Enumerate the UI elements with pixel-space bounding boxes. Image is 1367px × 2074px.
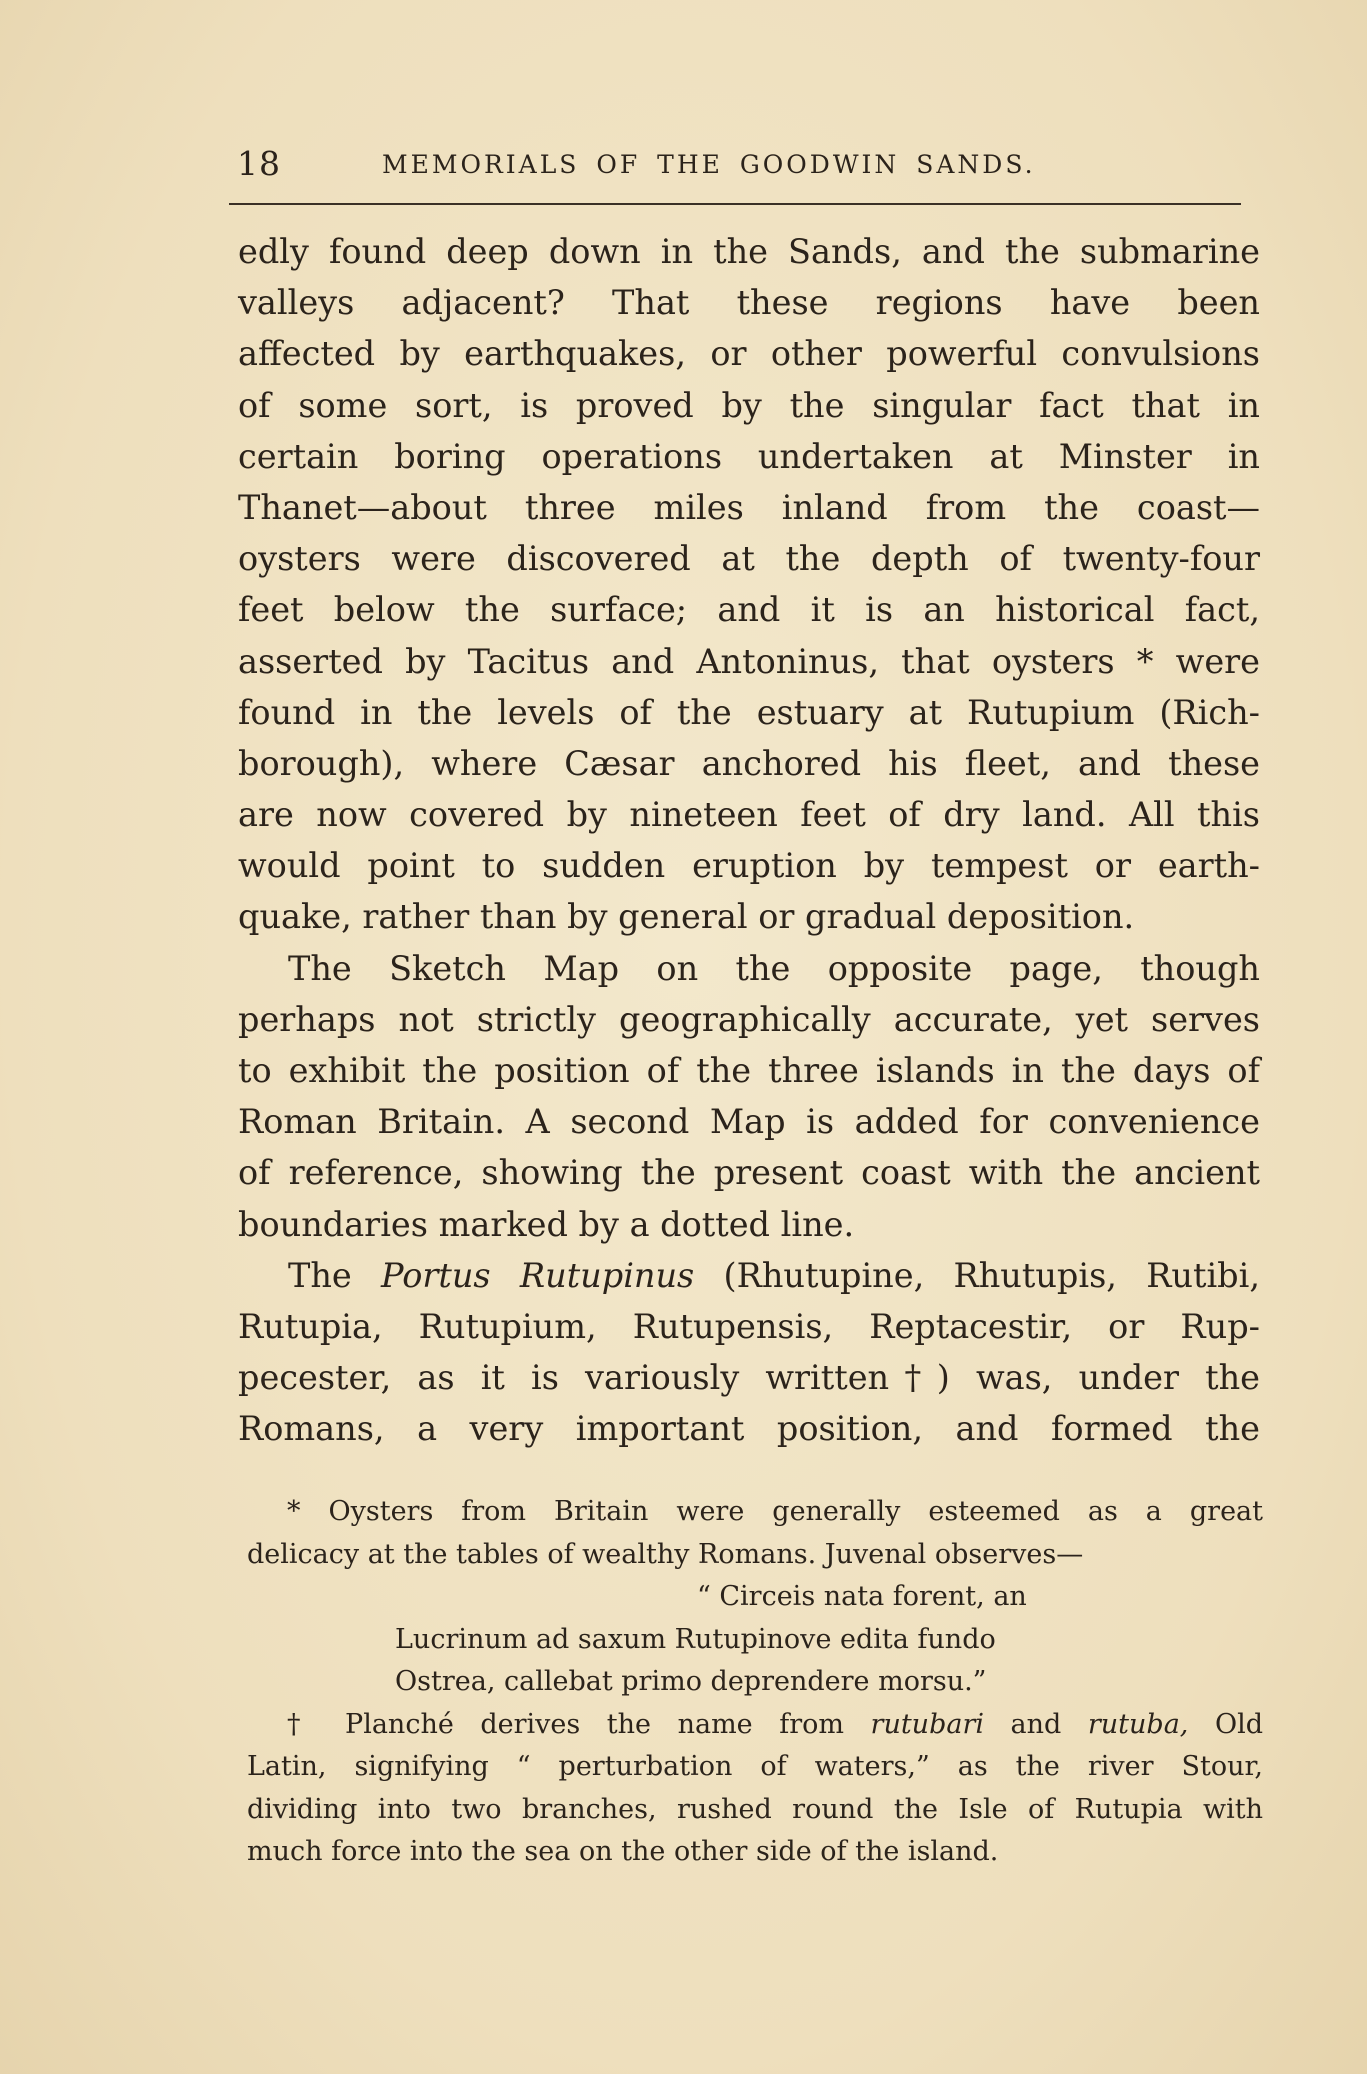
body-line: perhaps not strictly geographically accurate, yet serves <box>238 999 1260 1039</box>
text-run: (Rhutupine, Rhutupis, Rutibi, <box>694 1255 1260 1295</box>
body-line: are now covered by nineteen feet of dry land. All this <box>238 795 1260 835</box>
body-text <box>238 226 1260 1455</box>
body-line: to exhibit the position of the three islands in the days of <box>238 1051 1260 1090</box>
footnote-line: dividing into two branches, rushed round the Isle of Rutupia with <box>247 1793 1263 1825</box>
text-run: The <box>288 1255 382 1295</box>
body-line: borough), where Cæsar anchored his fleet, and these <box>238 743 1260 783</box>
italic-text: rutubari <box>870 1708 984 1740</box>
italic-text: rutuba, <box>1087 1708 1189 1740</box>
body-line: feet below the surface; and it is an historical fact, <box>238 590 1260 630</box>
footnote-line: delicacy at the tables of wealthy Romans. Juvenal observes— <box>247 1538 1084 1570</box>
header-rule <box>229 203 1241 205</box>
verse-line: Lucrinum ad saxum Rutupinove edita fundo <box>395 1623 996 1655</box>
footnotes <box>247 1491 1263 1874</box>
body-line: of some sort, is proved by the singular fact that in <box>238 385 1260 425</box>
page-header <box>237 140 1242 190</box>
text-run: Old <box>1188 1708 1264 1740</box>
body-line: boundaries marked by a dotted line. <box>238 1204 855 1244</box>
footnote-line: Latin, signifying “ perturbation of waters,” as the river Stour, <box>247 1751 1263 1782</box>
body-line: Roman Britain. A second Map is added for convenience <box>238 1102 1260 1142</box>
text-run: † Planché derives the name from <box>287 1708 871 1740</box>
page-number: 18 <box>237 144 281 183</box>
body-line: would point to sudden eruption by tempest or earth- <box>238 846 1260 886</box>
body-line: edly found deep down in the Sands, and the submarine <box>238 232 1260 271</box>
body-line: of reference, showing the present coast with the ancient <box>238 1153 1260 1193</box>
body-line: pecester, as it is variously written†) was, under the <box>238 1358 1260 1398</box>
body-line: certain boring operations undertaken at Minster in <box>238 436 1260 476</box>
body-line: asserted by Tacitus and Antoninus, that oysters * were <box>238 641 1260 681</box>
running-title: MEMORIALS OF THE GOODWIN SANDS. <box>382 150 1036 179</box>
verse-line: “ Circeis nata forent, an <box>697 1581 1027 1612</box>
body-line: affected by earthquakes, or other powerful convulsions <box>238 334 1260 374</box>
footnote-line: much force into the sea on the other side of the island. <box>247 1836 999 1867</box>
italic-text: Portus Rutupinus <box>381 1255 695 1295</box>
body-line: found in the levels of the estuary at Rutupium (Rich- <box>238 692 1260 732</box>
body-line: quake, rather than by general or gradual deposition. <box>238 897 1135 937</box>
body-line: Rutupia, Rutupium, Rutupensis, Reptacestir, or Rup- <box>238 1306 1260 1346</box>
body-line: valleys adjacent? That these regions have been <box>238 283 1260 323</box>
text-run: and <box>984 1708 1088 1740</box>
body-line: Thanet—about three miles inland from the coast— <box>238 487 1260 527</box>
body-line <box>238 1250 1260 1301</box>
body-line: oysters were discovered at the depth of twenty-four <box>238 539 1260 579</box>
footnote-line: * Oysters from Britain were generally esteemed as a great <box>287 1496 1263 1527</box>
body-line: Romans, a very important position, and formed the <box>238 1409 1260 1449</box>
verse-line: Ostrea, callebat primo deprendere morsu.” <box>395 1666 987 1697</box>
footnote-line <box>247 1704 1263 1747</box>
body-line: The Sketch Map on the opposite page, though <box>288 948 1260 988</box>
